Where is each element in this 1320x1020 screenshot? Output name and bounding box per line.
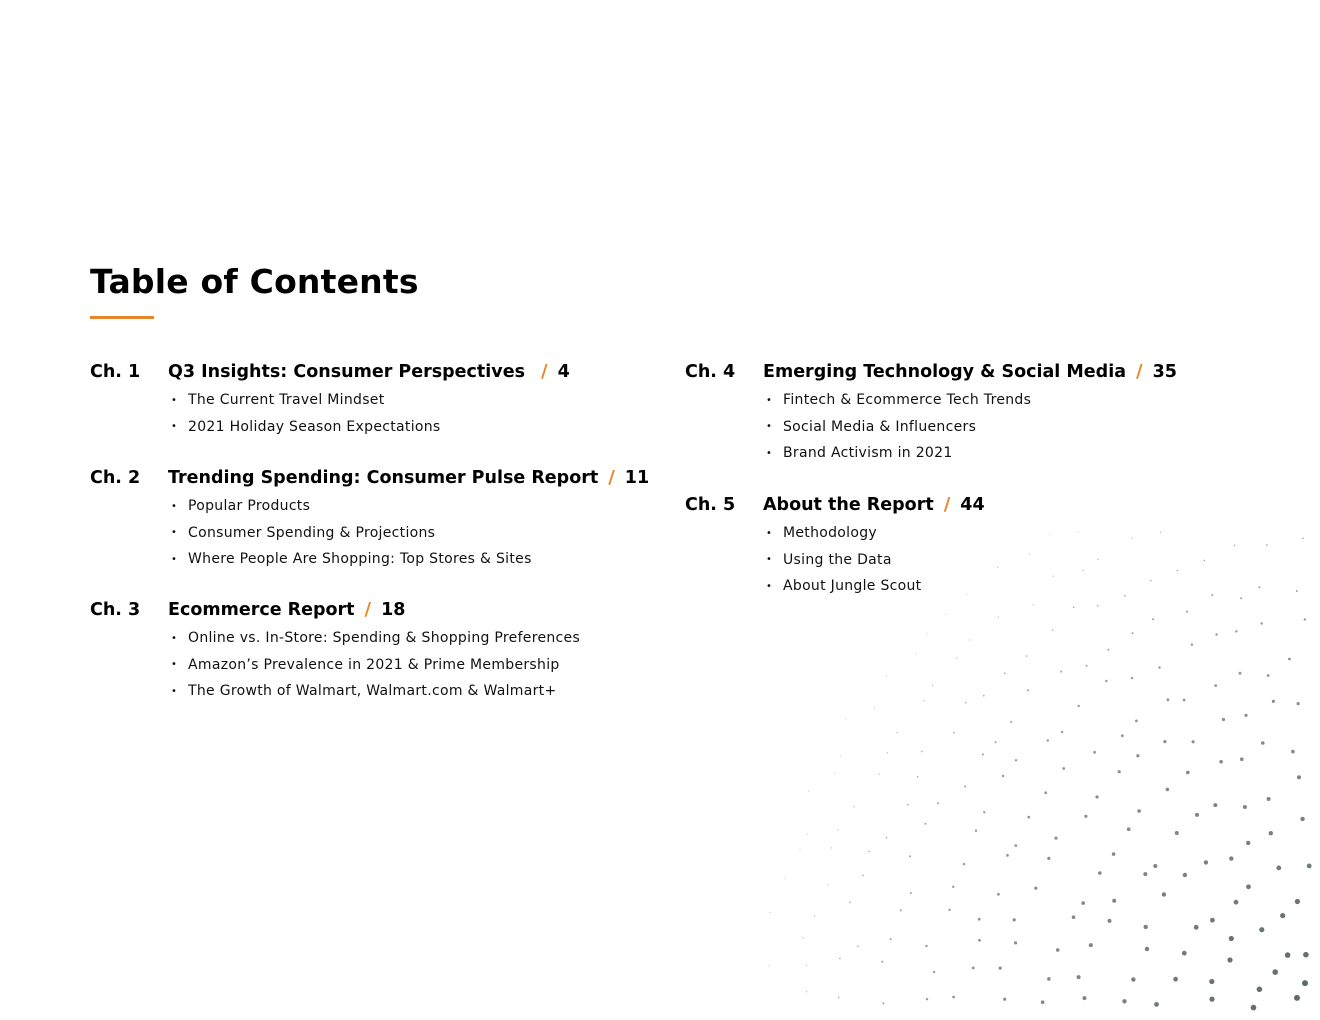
decorative-dot xyxy=(1006,854,1009,857)
chapter-separator: / xyxy=(1136,361,1143,382)
decorative-dot xyxy=(806,991,807,992)
decorative-dot xyxy=(1041,1000,1045,1004)
decorative-dot xyxy=(1112,899,1116,903)
decorative-dot xyxy=(964,786,966,788)
decorative-dot xyxy=(887,752,888,753)
section-label: Social Media & Influencers xyxy=(783,418,977,435)
bullet-icon: • xyxy=(171,421,178,433)
section-item[interactable] xyxy=(168,387,570,414)
chapter-page-number: 4 xyxy=(557,362,570,382)
decorative-dot xyxy=(1272,969,1278,975)
decorative-dot xyxy=(784,878,785,879)
section-label: The Growth of Walmart, Walmart.com & Walmart+ xyxy=(188,683,557,700)
decorative-dot xyxy=(1013,918,1016,921)
section-label: Where People Are Shopping: Top Stores & Sites xyxy=(188,551,532,568)
decorative-dot xyxy=(916,654,917,655)
section-item[interactable] xyxy=(763,547,985,574)
section-label: Brand Activism in 2021 xyxy=(783,445,953,462)
decorative-dot xyxy=(1307,864,1312,869)
decorative-dot xyxy=(1112,852,1116,856)
chapter-number: Ch. 4 xyxy=(685,362,736,382)
decorative-dot xyxy=(1303,952,1309,958)
decorative-dot xyxy=(1211,594,1213,596)
section-item[interactable] xyxy=(168,493,649,520)
decorative-dot xyxy=(1127,827,1131,831)
decorative-dot xyxy=(800,849,801,850)
decorative-dot xyxy=(1015,759,1017,761)
decorative-dot xyxy=(1244,714,1247,717)
decorative-dot xyxy=(917,776,919,778)
decorative-dot xyxy=(1209,979,1214,984)
decorative-dot xyxy=(1072,915,1076,919)
decorative-dot xyxy=(1227,957,1232,962)
decorative-dot xyxy=(806,965,807,966)
decorative-dot xyxy=(1095,795,1098,798)
decorative-dot xyxy=(921,751,923,753)
section-label: Methodology xyxy=(783,525,877,542)
decorative-dot xyxy=(835,773,836,774)
decorative-dot xyxy=(1240,597,1242,599)
decorative-dot xyxy=(972,967,975,970)
decorative-dot xyxy=(997,567,998,568)
decorative-dot xyxy=(1288,658,1291,661)
decorative-dot xyxy=(1062,767,1065,770)
decorative-dot xyxy=(1077,975,1081,979)
chapter-5 xyxy=(685,494,985,600)
decorative-dot xyxy=(1261,622,1263,624)
decorative-dot xyxy=(1257,987,1263,993)
decorative-dot xyxy=(1259,586,1261,588)
decorative-dot xyxy=(1027,689,1029,691)
chapter-number: Ch. 3 xyxy=(90,600,141,620)
decorative-dot xyxy=(1285,952,1291,958)
decorative-dot xyxy=(1050,534,1051,535)
decorative-dot xyxy=(1003,998,1006,1001)
chapter-separator: / xyxy=(540,361,548,382)
section-label: Amazon’s Prevalence in 2021 & Prime Membership xyxy=(188,656,560,673)
bullet-icon: • xyxy=(171,394,178,406)
decorative-dot xyxy=(1047,977,1051,981)
decorative-dot xyxy=(1267,797,1271,801)
section-label: Using the Data xyxy=(783,551,892,568)
bullet-icon: • xyxy=(171,527,178,539)
decorative-dot xyxy=(840,755,841,756)
decorative-dot xyxy=(1186,771,1190,775)
decorative-dot xyxy=(1158,666,1160,668)
section-item[interactable] xyxy=(763,387,1177,414)
decorative-dot xyxy=(1235,630,1237,632)
chapter-title: Ecommerce Report xyxy=(168,600,355,620)
chapter-page-number: 18 xyxy=(381,600,406,620)
decorative-dot xyxy=(948,909,950,911)
decorative-dot xyxy=(924,700,925,701)
decorative-dot xyxy=(1034,887,1037,890)
decorative-dot xyxy=(933,971,935,973)
decorative-dot xyxy=(1044,791,1047,794)
chapter-separator: / xyxy=(608,467,615,488)
decorative-dot xyxy=(969,639,970,640)
decorative-dot xyxy=(999,967,1002,970)
decorative-dot xyxy=(952,996,955,999)
section-item[interactable] xyxy=(763,440,1177,467)
decorative-dot xyxy=(1166,788,1170,792)
decorative-dot xyxy=(1154,1002,1159,1007)
decorative-dot xyxy=(1269,831,1273,835)
decorative-dot xyxy=(1160,532,1161,533)
decorative-dot xyxy=(1081,901,1085,905)
decorative-dot xyxy=(1234,545,1236,547)
decorative-dot xyxy=(897,732,898,733)
decorative-dot xyxy=(803,937,804,938)
chapter-2 xyxy=(90,467,649,573)
decorative-dot xyxy=(1239,672,1242,675)
decorative-dot xyxy=(1304,618,1306,620)
chapter-title: Trending Spending: Consumer Pulse Report xyxy=(168,468,599,488)
decorative-dot xyxy=(1132,632,1134,634)
section-label: The Current Travel Mindset xyxy=(188,392,385,409)
decorative-dot xyxy=(831,847,832,848)
decorative-dot xyxy=(1105,680,1107,682)
chapter-number: Ch. 5 xyxy=(685,495,736,515)
chapter-section-list xyxy=(90,493,649,573)
decorative-dot xyxy=(807,834,808,835)
decorative-dot xyxy=(1192,740,1195,743)
section-label: 2021 Holiday Season Expectations xyxy=(188,418,441,435)
decorative-dot xyxy=(808,791,809,792)
decorative-dot xyxy=(1214,684,1217,687)
decorative-dot xyxy=(1276,866,1281,871)
decorative-dot xyxy=(1052,629,1054,631)
decorative-dot xyxy=(1089,943,1093,947)
section-label: Online vs. In-Store: Spending & Shopping Preferences xyxy=(188,630,581,647)
decorative-dot xyxy=(1191,644,1193,646)
chapter-1 xyxy=(90,361,570,440)
decorative-dot xyxy=(1002,775,1004,777)
decorative-dot xyxy=(1297,702,1300,705)
decorative-dot xyxy=(997,893,1000,896)
decorative-dot xyxy=(1061,731,1063,733)
decorative-dot xyxy=(1107,649,1109,651)
decorative-dot xyxy=(853,806,854,807)
decorative-dot xyxy=(1143,872,1147,876)
decorative-dot xyxy=(1150,580,1152,582)
decorative-dot xyxy=(862,875,864,877)
decorative-dot xyxy=(1026,655,1028,657)
decorative-dot xyxy=(1078,705,1080,707)
decorative-dot xyxy=(1135,720,1138,723)
decorative-dot xyxy=(1267,674,1270,677)
bullet-icon: • xyxy=(171,685,178,697)
chapter-section-list xyxy=(90,387,570,440)
decorative-dot xyxy=(1194,925,1199,930)
decorative-dot xyxy=(1029,554,1030,555)
decorative-dot xyxy=(1295,899,1300,904)
decorative-dot xyxy=(769,965,770,966)
decorative-dot xyxy=(932,685,933,686)
decorative-dot xyxy=(1163,740,1166,743)
decorative-dot xyxy=(926,998,928,1000)
decorative-dot xyxy=(1222,718,1225,721)
section-label: Consumer Spending & Projections xyxy=(188,524,436,541)
decorative-dot xyxy=(953,732,955,734)
decorative-dot xyxy=(881,961,883,963)
decorative-dot xyxy=(1131,977,1135,981)
chapter-heading[interactable] xyxy=(685,494,985,520)
decorative-dot xyxy=(878,774,879,775)
decorative-dot xyxy=(857,946,859,948)
decorative-dot xyxy=(1173,977,1178,982)
decorative-dot xyxy=(1083,996,1087,1000)
decorative-dot xyxy=(890,938,892,940)
chapter-page-number: 11 xyxy=(624,468,650,488)
decorative-dot xyxy=(1215,633,1217,635)
decorative-dot xyxy=(1204,560,1206,562)
chapter-number: Ch. 1 xyxy=(90,362,141,382)
decorative-dot xyxy=(849,902,851,904)
decorative-dot xyxy=(1053,576,1054,577)
decorative-dot xyxy=(995,741,997,743)
decorative-dot xyxy=(1167,698,1170,701)
chapter-section-list xyxy=(685,387,1177,467)
bullet-icon: • xyxy=(766,554,773,566)
decorative-dot xyxy=(1162,892,1166,896)
decorative-dot xyxy=(1182,951,1187,956)
decorative-dot xyxy=(838,997,840,999)
bullet-icon: • xyxy=(171,659,178,671)
bullet-icon: • xyxy=(171,500,178,512)
decorative-dot xyxy=(1259,927,1264,932)
decorative-dot xyxy=(1246,841,1250,845)
decorative-dot xyxy=(1272,700,1275,703)
decorative-dot xyxy=(839,958,841,960)
decorative-dot xyxy=(952,886,954,888)
decorative-dot xyxy=(1004,672,1006,674)
decorative-dot xyxy=(1240,757,1244,761)
decorative-dot xyxy=(1083,570,1084,571)
decorative-dot xyxy=(1153,864,1157,868)
decorative-dot xyxy=(910,892,912,894)
decorative-dot xyxy=(900,909,902,911)
section-label: About Jungle Scout xyxy=(783,578,922,595)
decorative-dot xyxy=(1098,871,1102,875)
decorative-dot xyxy=(1078,532,1079,533)
bullet-icon: • xyxy=(766,394,773,406)
decorative-dot xyxy=(1195,813,1199,817)
decorative-dot xyxy=(882,1002,884,1004)
decorative-dot xyxy=(982,754,984,756)
decorative-dot xyxy=(1136,754,1139,757)
decorative-dot xyxy=(1144,925,1148,929)
decorative-dot xyxy=(1108,919,1112,923)
decorative-dot xyxy=(1131,677,1133,679)
decorative-dot xyxy=(907,804,909,806)
chapter-section-list xyxy=(685,520,985,600)
decorative-dot xyxy=(925,945,927,947)
decorative-dot xyxy=(1186,611,1188,613)
section-item[interactable] xyxy=(763,414,1177,441)
decorative-dot xyxy=(1177,570,1179,572)
bullet-icon: • xyxy=(766,580,773,592)
decorative-dot xyxy=(1296,590,1298,592)
decorative-dot xyxy=(1243,805,1247,809)
decorative-dot xyxy=(770,912,771,913)
decorative-dot xyxy=(1183,699,1186,702)
section-item[interactable] xyxy=(168,652,580,679)
section-item[interactable] xyxy=(168,625,580,652)
decorative-dot xyxy=(1302,538,1304,540)
decorative-dot xyxy=(937,802,939,804)
decorative-dot xyxy=(1073,607,1075,609)
decorative-dot xyxy=(828,884,829,885)
decorative-dot xyxy=(983,695,985,697)
chapter-3 xyxy=(90,599,580,705)
chapter-title: Q3 Insights: Consumer Perspectives xyxy=(168,362,525,382)
section-label: Fintech & Ecommerce Tech Trends xyxy=(783,392,1032,409)
decorative-dot xyxy=(1047,857,1050,860)
decorative-dot xyxy=(838,829,839,830)
decorative-dot xyxy=(1014,941,1017,944)
decorative-dot xyxy=(998,617,999,618)
decorative-dot xyxy=(1183,873,1187,877)
chapter-heading[interactable] xyxy=(90,599,580,625)
decorative-dot xyxy=(975,830,977,832)
decorative-dot xyxy=(1246,884,1251,889)
decorative-dot xyxy=(846,719,847,720)
decorative-dot xyxy=(1084,815,1087,818)
chapter-separator: / xyxy=(364,599,372,620)
decorative-dot xyxy=(1297,775,1301,779)
decorative-dot xyxy=(1229,936,1234,941)
bullet-icon: • xyxy=(766,527,773,539)
chapter-title: Emerging Technology & Social Media xyxy=(763,362,1127,382)
decorative-dot xyxy=(1121,734,1124,737)
decorative-dot xyxy=(1093,751,1096,754)
page-title: Table of Contents xyxy=(90,262,419,301)
decorative-dot xyxy=(1097,605,1099,607)
section-item[interactable] xyxy=(763,520,985,547)
decorative-dot xyxy=(965,702,967,704)
decorative-dot xyxy=(1137,809,1141,813)
section-item[interactable] xyxy=(763,573,985,600)
bullet-icon: • xyxy=(171,553,178,565)
decorative-dot xyxy=(978,918,981,921)
decorative-dot xyxy=(924,823,926,825)
decorative-dot xyxy=(1302,980,1308,986)
section-item[interactable] xyxy=(168,414,570,441)
decorative-dot xyxy=(1291,750,1295,754)
decorative-dot xyxy=(1060,671,1062,673)
decorative-dot xyxy=(1086,665,1088,667)
section-item[interactable] xyxy=(168,520,649,547)
chapter-heading[interactable] xyxy=(90,361,570,387)
decorative-dot xyxy=(1097,559,1098,560)
decorative-dot xyxy=(978,939,981,942)
decorative-dot xyxy=(1210,918,1215,923)
decorative-dot xyxy=(1209,997,1214,1002)
chapter-page-number: 35 xyxy=(1152,362,1177,382)
decorative-dot xyxy=(1010,721,1012,723)
decorative-dot xyxy=(1175,831,1179,835)
chapter-heading[interactable] xyxy=(90,467,649,493)
decorative-dot xyxy=(868,851,870,853)
chapter-title: About the Report xyxy=(763,495,934,515)
decorative-dot xyxy=(1266,544,1268,546)
decorative-dot xyxy=(1027,816,1030,819)
chapter-section-list xyxy=(90,625,580,705)
decorative-dot xyxy=(874,708,875,709)
chapter-number: Ch. 2 xyxy=(90,468,141,488)
section-item[interactable] xyxy=(168,546,649,573)
decorative-dot xyxy=(1033,604,1034,605)
decorative-dot xyxy=(1122,999,1126,1003)
decorative-dot xyxy=(1219,760,1223,764)
decorative-dot xyxy=(814,916,815,917)
decorative-dot xyxy=(909,855,911,857)
decorative-dot xyxy=(1056,948,1060,952)
chapter-page-number: 44 xyxy=(960,495,985,515)
title-underline xyxy=(90,316,154,319)
chapter-heading[interactable] xyxy=(685,361,1177,387)
decorative-dot xyxy=(1124,595,1126,597)
decorative-dot xyxy=(1229,856,1233,860)
chapter-separator: / xyxy=(943,494,951,515)
decorative-dot xyxy=(1118,770,1121,773)
decorative-dot xyxy=(1204,860,1208,864)
decorative-dot xyxy=(1251,1005,1257,1011)
decorative-dot xyxy=(927,633,928,634)
decorative-dot xyxy=(945,614,946,615)
decorative-dot xyxy=(1047,739,1049,741)
decorative-dot xyxy=(983,811,985,813)
section-label: Popular Products xyxy=(188,498,311,515)
chapter-4 xyxy=(685,361,1177,467)
decorative-dot xyxy=(1300,817,1304,821)
decorative-dot xyxy=(1213,803,1217,807)
decorative-dot xyxy=(1234,900,1239,905)
decorative-dot xyxy=(1261,741,1265,745)
decorative-dot xyxy=(1294,995,1300,1001)
decorative-dot xyxy=(1152,618,1154,620)
decorative-dot xyxy=(1280,913,1285,918)
decorative-dot xyxy=(1131,537,1132,538)
bullet-icon: • xyxy=(766,447,773,459)
bullet-icon: • xyxy=(171,632,178,644)
decorative-dot xyxy=(886,837,888,839)
decorative-dot xyxy=(963,863,965,865)
decorative-dot xyxy=(956,658,957,659)
decorative-dot xyxy=(1145,947,1149,951)
decorative-dot xyxy=(886,676,887,677)
section-item[interactable] xyxy=(168,678,580,705)
bullet-icon: • xyxy=(766,421,773,433)
decorative-dot xyxy=(1014,844,1017,847)
decorative-dot xyxy=(1054,837,1057,840)
